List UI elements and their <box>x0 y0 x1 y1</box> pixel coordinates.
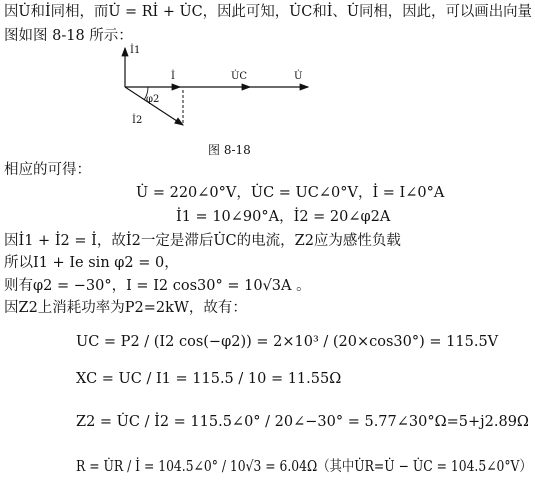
then-text: 则有φ2 = −30°，I = I2 cos30° = 10√3A 。 <box>4 278 311 294</box>
intro-line-2-text: 图如图 8-18 所示： <box>4 28 133 44</box>
label-i1: İ1 <box>130 45 141 56</box>
label-phi2: φ2 <box>146 94 160 105</box>
power-text: 因Z2上消耗功率为P2=2kW，故有： <box>4 300 247 316</box>
corresponding-text: 相应的可得： <box>4 162 91 178</box>
equation-2 <box>176 207 390 227</box>
intro-line-1-text: 因U̇和İ同相，而U̇ = Rİ + U̇C，因此可知，U̇C和İ、U̇同相，因此，可以画出向量 <box>4 4 532 20</box>
equation-1 <box>136 183 444 203</box>
intro-line-2 <box>4 26 133 46</box>
equation-1-text: U̇ = 220∠0°V，U̇C = UC∠0°V，İ = I∠0°A <box>136 185 445 201</box>
formula-r <box>76 457 532 477</box>
formula-r-text: R = U̇R / İ = 104.5∠0° / 10√3 = 6.04Ω（其中U̇R=U̇ − U̇C = 104.5∠0°V） <box>76 459 532 475</box>
label-i: İ <box>171 71 175 82</box>
power-line <box>4 298 247 318</box>
equation-2-text: İ1 = 10∠90°A，İ2 = 20∠φ2A <box>176 209 391 225</box>
figure-caption <box>208 140 251 160</box>
vector-diagram <box>110 45 320 140</box>
formula-z2-text: Z2 = U̇C / İ2 = 115.5∠0° / 20∠−30° = 5.77∠30°Ω=5+j2.89Ω <box>76 414 529 430</box>
formula-uc <box>76 332 498 352</box>
so-text: 所以I1 + Ie sin φ2 = 0， <box>4 255 179 271</box>
corresponding-line <box>4 160 91 180</box>
then-line <box>4 276 311 296</box>
formula-xc <box>76 369 341 389</box>
label-u: U̇ <box>294 71 303 82</box>
label-uc: U̇C <box>231 71 248 82</box>
formula-z2 <box>76 412 529 432</box>
label-i2: İ2 <box>132 115 143 126</box>
formula-xc-text: XC = UC / I1 = 115.5 / 10 = 11.55Ω <box>76 371 342 387</box>
because-line <box>4 231 401 251</box>
formula-uc-text: UC = P2 / (I2 cos(−φ2)) = 2×10³ / (20×cos30°) = 115.5V <box>76 334 499 350</box>
intro-line-1 <box>4 2 532 22</box>
figure-caption-text: 图 8-18 <box>208 143 251 157</box>
because-text: 因İ1 + İ2 = İ，故İ2一定是滞后U̇C的电流，Z2应为感性负载 <box>4 233 401 249</box>
so-line <box>4 253 179 273</box>
